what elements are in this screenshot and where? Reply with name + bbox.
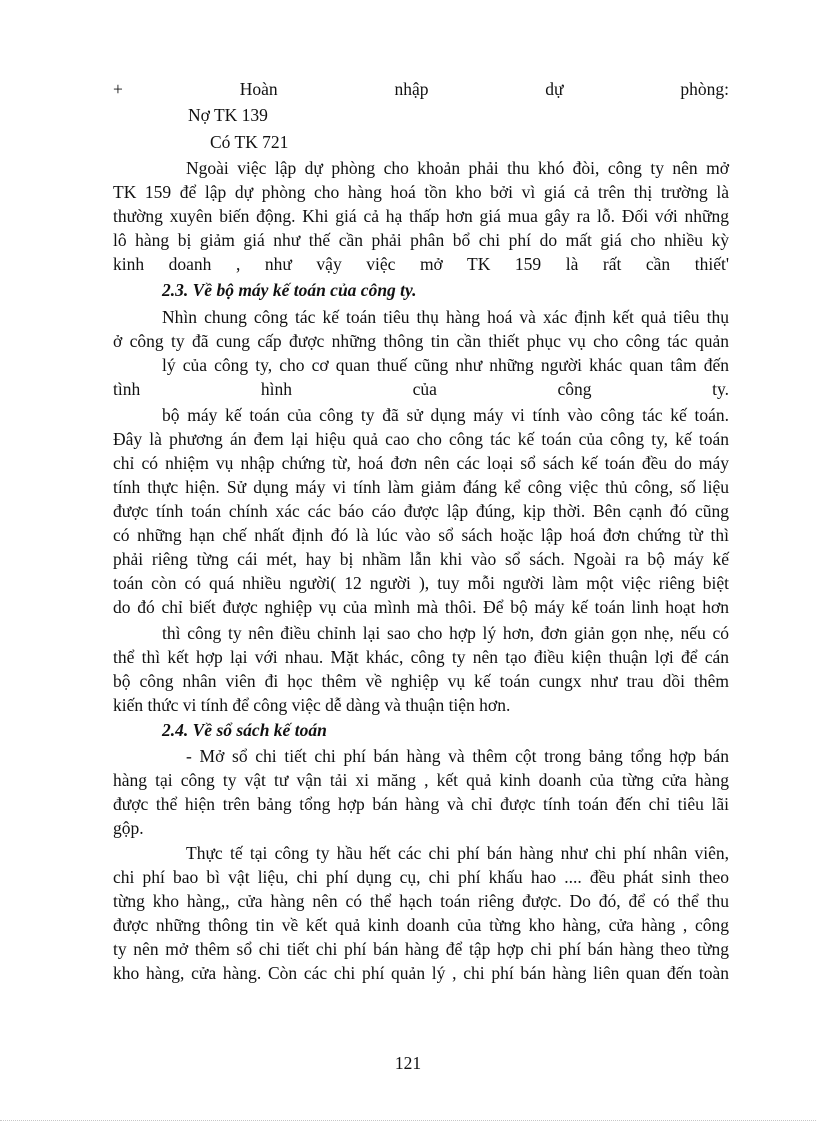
text-line: + Hoàn nhập dự phòng: xyxy=(113,79,729,99)
text-line: Ngoài việc lập dự phòng cho khoản phải thu khó đòi, công ty nên mở xyxy=(186,158,729,178)
text-line: có những hạn chế nhất định đó là lúc vào sổ sách hoặc lập hoá đơn chứng từ thì xyxy=(113,525,729,545)
text-line: do đó chỉ biết được nghiệp vụ của mình mà thôi. Để bộ máy kế toán linh hoạt hơn xyxy=(113,597,729,617)
text-line: - Mở sổ chi tiết chi phí bán hàng và thêm cột trong bảng tổng hợp bán xyxy=(186,746,729,766)
section-heading: 2.3. Về bộ máy kế toán của công ty. xyxy=(162,280,417,300)
text-line: kho hàng, cửa hàng. Còn các chi phí quản lý , chi phí bán hàng liên quan đến toàn xyxy=(113,963,729,983)
text-line: kinh doanh , như vậy việc mở TK 159 là rất cần thiết' xyxy=(113,254,729,274)
text-line: thường xuyên biến động. Khi giá cả hạ thấp hơn giá mua gây ra lỗ. Đối với những xyxy=(113,206,729,226)
text-line: lô hàng bị giảm giá như thế cần phải phân bổ chi phí do mất giá cho nhiều kỳ xyxy=(113,230,729,250)
text-line: tình hình của công ty. xyxy=(113,379,729,399)
text-line: được tính toán chính xác các báo cáo được lập đúng, kịp thời. Bên cạnh đó cũng xyxy=(113,501,729,521)
text-line: từng kho hàng,, cửa hàng nên có thể hạch toán riêng được. Do đó, để có thể thu xyxy=(113,891,729,911)
text-line: gộp. xyxy=(113,818,144,838)
text-line: phải riêng từng cái mét, hay bị nhầm lẫn khi vào sổ sách. Ngoài ra bộ máy kế xyxy=(113,549,729,569)
text-line: được những thông tin về kết quả kinh doanh của từng kho hàng, cửa hàng , công xyxy=(113,915,729,935)
text-line: chỉ có nhiệm vụ nhập chứng từ, hoá đơn nên các loại sổ sách kế toán đều do máy xyxy=(113,453,729,473)
section-heading: 2.4. Về sổ sách kế toán xyxy=(162,720,327,740)
text-line: thì công ty nên điều chỉnh lại sao cho hợp lý hơn, đơn giản gọn nhẹ, nếu có xyxy=(162,623,729,643)
text-line: TK 159 để lập dự phòng cho hàng hoá tồn kho bởi vì giá cả trên thị trường là xyxy=(113,182,729,202)
text-line: hàng tại công ty vật tư vận tải xi măng , kết quả kinh doanh của từng cửa hàng xyxy=(113,770,729,790)
text-line: bộ máy kế toán của công ty đã sử dụng máy vi tính vào công tác kế toán. xyxy=(162,405,729,425)
text-line: tính thực hiện. Sử dụng máy vi tính làm giảm đáng kể công việc thủ công, số liệu xyxy=(113,477,729,497)
text-line: lý của công ty, cho cơ quan thuế cũng như những người khác quan tâm đến xyxy=(162,355,729,375)
text-line: Có TK 721 xyxy=(210,132,289,152)
text-line: kiến thức vi tính để công việc dễ dàng và thuận tiện hơn. xyxy=(113,695,511,715)
page-number: 121 xyxy=(394,1053,422,1073)
text-line: ở công ty đã cung cấp được những thông tin cần thiết phục vụ cho công tác quản xyxy=(113,331,729,351)
text-line: Thực tế tại công ty hầu hết các chi phí bán hàng như chi phí nhân viên, xyxy=(186,843,729,863)
text-line: chi phí bao bì vật liệu, chi phí dụng cụ, chi phí khấu hao .... đều phát sinh theo xyxy=(113,867,729,887)
text-line: ty nên mở thêm sổ chi tiết chi phí bán hàng để tập hợp chi phí bán hàng theo từng xyxy=(113,939,729,959)
text-line: Đây là phương án đem lại hiệu quả cao cho công tác kế toán của công ty, kế toán xyxy=(113,429,729,449)
page-bottom-divider xyxy=(0,1120,816,1121)
text-line: được thể hiện trên bảng tổng hợp bán hàng và chỉ được tính toán đến chỉ tiêu lãi xyxy=(113,794,729,814)
text-line: thể thì kết hợp lại với nhau. Mặt khác, công ty nên tạo điều kiện thuận lợi để cán xyxy=(113,647,729,667)
text-line: bộ công nhân viên đi học thêm về nghiệp vụ kế toán cungx như trau dồi thêm xyxy=(113,671,729,691)
text-line: toán còn có quá nhiều người( 12 người ), tuy mỗi người làm một việc riêng biệt xyxy=(113,573,729,593)
text-line: Nhìn chung công tác kế toán tiêu thụ hàng hoá và xác định kết quả tiêu thụ xyxy=(162,307,729,327)
text-line: Nợ TK 139 xyxy=(188,105,268,125)
